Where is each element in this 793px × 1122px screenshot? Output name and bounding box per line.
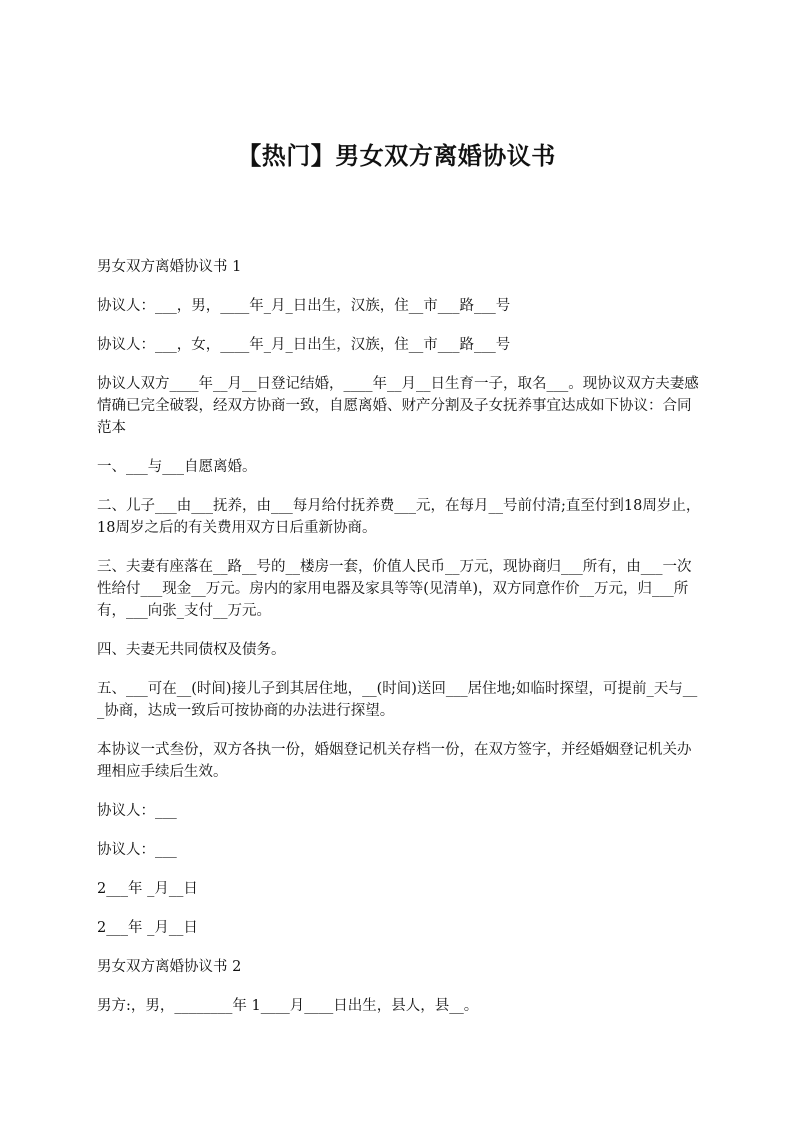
signature-line-2: 协议人：___ — [97, 842, 177, 858]
clause-2: 二、儿子___由___抚养，由___每月给付抚养费___元，在每月__号前付清;直至付到18周岁止，18周岁之后的有关费用双方日后重新协商。 — [97, 498, 701, 536]
date-line-2: 2___年 _月__日 — [97, 920, 198, 936]
section-heading-2: 男女双方离婚协议书 2 — [97, 959, 242, 975]
copies-clause: 本协议一式叁份，双方各执一份，婚姻登记机关存档一份，在双方签字，并经婚姻登记机关办理相应手续后生效。 — [97, 742, 692, 780]
party-male-line: 协议人：___，男，____年_月_日出生，汉族，住__市___路___号 — [97, 298, 511, 314]
section-heading-1: 男女双方离婚协议书 1 — [97, 259, 242, 275]
document-title: 【热门】男女双方离婚协议书 — [237, 142, 556, 170]
party-female-line: 协议人：___，女，____年_月_日出生，汉族，住__市___路___号 — [97, 337, 511, 353]
clause-1: 一、___与___自愿离婚。 — [97, 459, 257, 475]
clause-4: 四、夫妻无共同债权及债务。 — [97, 642, 286, 658]
signature-line-1: 协议人：___ — [97, 803, 177, 819]
document-body — [97, 256, 701, 1034]
party-male-line-2: 男方:，男，________年 1____月____日出生，县人，县__。 — [97, 998, 479, 1014]
marriage-statement: 协议人双方____年__月__日登记结婚，____年__月__日生育一子，取名___。现协议双方夫妻感情确已完全破裂，经双方协商一致，自愿离婚、财产分割及子女抚养事宜达成如下协议：合同范本 — [97, 376, 699, 436]
date-line-1: 2___年 _月__日 — [97, 881, 198, 897]
clause-5: 五、___可在__(时间)接儿子到其居住地，__(时间)送回___居住地;如临时探望，可提前_天与___协商，达成一致后可按协商的办法进行探望。 — [97, 681, 698, 719]
clause-3: 三、夫妻有座落在__路__号的__楼房一套，价值人民币__万元，现协商归___所有，由___一次性给付___现金__万元。房内的家用电器及家具等等(见清单)，双方同意作价__万元，归___所有，___向张_支付__万元。 — [97, 559, 692, 619]
